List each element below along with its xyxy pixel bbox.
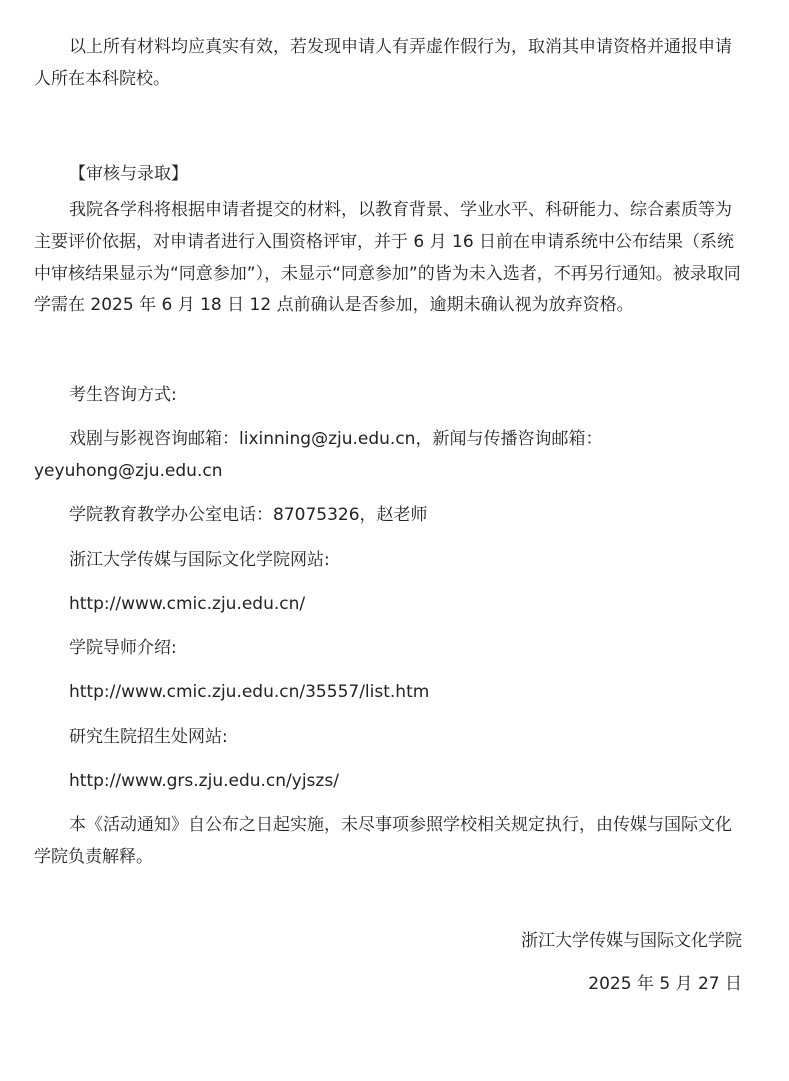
contact-email-line-1: 戏剧与影视咨询邮箱：lixinning@zju.edu.cn，新闻与传播咨询邮箱： bbox=[69, 429, 603, 450]
contact-email-line-2: yeyuhong@zju.edu.cn bbox=[34, 460, 223, 481]
integrity-paragraph: 以上所有材料均应真实有效，若发现申请人有弄虚作假行为，取消其申请资格并通报申请人所在本科院校。 bbox=[34, 37, 732, 89]
mentors-link[interactable]: http://www.cmic.zju.edu.cn/35557/list.htm bbox=[69, 682, 430, 703]
review-heading: 【审核与录取】 bbox=[69, 164, 188, 185]
contact-heading: 考生咨询方式: bbox=[69, 384, 177, 405]
spacer bbox=[34, 322, 746, 380]
grad-site-link[interactable]: http://www.grs.zju.edu.cn/yjszs/ bbox=[69, 771, 339, 791]
closing-paragraph: 本《活动通知》自公布之日起实施，未尽事项参照学校相关规定执行，由传媒与国际文化学院负责解释。 bbox=[34, 815, 732, 867]
grad-site-label: 研究生院招生处网站: bbox=[69, 726, 228, 747]
signature-org: 浙江大学传媒与国际文化学院 bbox=[521, 930, 742, 951]
mentors-label: 学院导师介绍: bbox=[69, 638, 177, 659]
notice-document bbox=[34, 32, 746, 1001]
college-site-label: 浙江大学传媒与国际文化学院网站: bbox=[69, 549, 330, 570]
spacer bbox=[34, 95, 746, 159]
spacer bbox=[34, 874, 746, 926]
college-site-link[interactable]: http://www.cmic.zju.edu.cn/ bbox=[69, 593, 306, 614]
signature-date: 2025 年 5 月 27 日 bbox=[588, 974, 742, 995]
contact-email-block bbox=[34, 424, 746, 487]
contact-phone: 学院教育教学办公室电话：87075326，赵老师 bbox=[69, 505, 428, 526]
review-paragraph: 我院各学科将根据申请者提交的材料，以教育背景、学业水平、科研能力、综合素质等为主要评价依据，对申请者进行入围资格评审，并于 6 月 16 日前在申请系统中公布结果（系统中审核结果显示为“同意参加”），未显示“同意参加”的皆为未入选者，不再另行通知。被录取同学需在 2025 年 6 月 18 日 12 点前确认是否参加，逾期未确认视为放弃资格。 bbox=[34, 200, 741, 316]
